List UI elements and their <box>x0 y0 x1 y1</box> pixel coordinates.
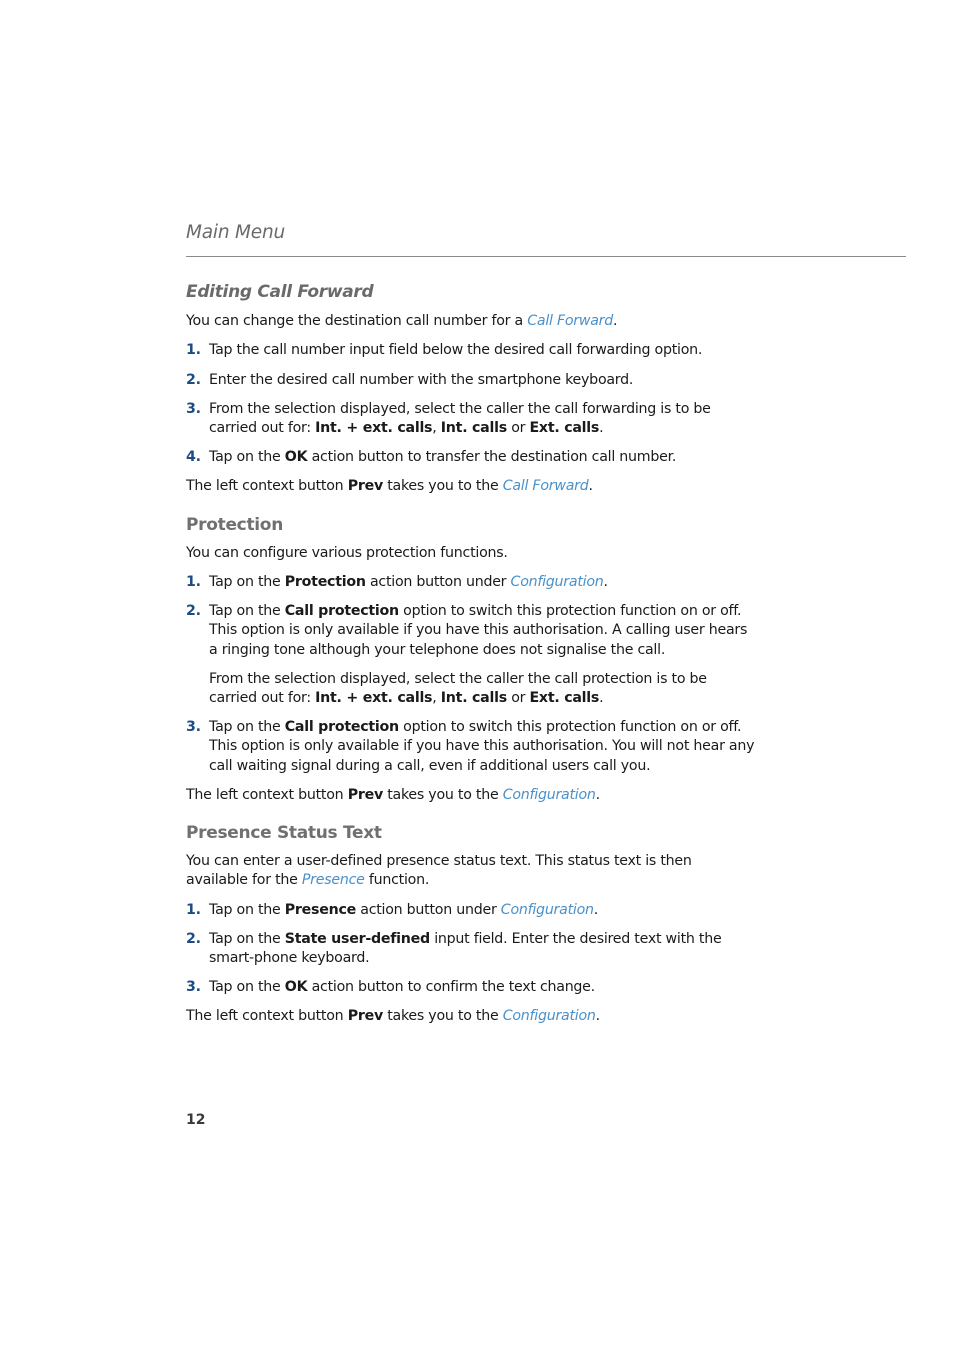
option-label: Call protection <box>284 719 399 736</box>
list-item <box>186 371 756 390</box>
link-call-forward[interactable]: Call Forward <box>527 313 614 330</box>
button-label: Presence <box>284 901 356 918</box>
section2-intro: You can configure various protection functions. <box>186 544 508 561</box>
text: . <box>613 313 618 330</box>
page-content <box>186 283 756 1027</box>
section-title-presence-status-text: Presence Status Text <box>186 823 382 844</box>
step-subparagraph <box>209 670 756 708</box>
text: takes you to the <box>382 786 503 803</box>
step-text: Enter the desired call number with the smartphone keyboard. <box>209 371 634 388</box>
list-item <box>186 901 756 920</box>
text: or <box>506 690 530 707</box>
text: action button to confirm the text change. <box>307 979 595 996</box>
list-item <box>186 573 756 592</box>
chapter-title: Main Menu <box>186 222 286 243</box>
button-label: OK <box>284 449 308 466</box>
option-label: Int. + ext. calls <box>315 690 433 707</box>
text: action button under <box>355 901 501 918</box>
list-item <box>186 978 756 997</box>
button-label: Protection <box>284 574 366 591</box>
option-label: Int. calls <box>440 420 507 437</box>
text: The left context button <box>186 478 348 495</box>
step-number: 3. <box>186 719 201 736</box>
step-number: 3. <box>186 979 201 996</box>
text: The left context button <box>186 786 348 803</box>
option-label: Ext. calls <box>529 420 600 437</box>
text: . <box>603 574 608 591</box>
step-text: Tap the call number input field below the desired call forwarding option. <box>209 342 703 359</box>
link-configuration[interactable]: Configuration <box>502 1008 596 1025</box>
link-configuration[interactable]: Configuration <box>502 786 596 803</box>
text: action button under <box>365 574 511 591</box>
text: takes you to the <box>382 478 503 495</box>
text: The left context button <box>186 1008 348 1025</box>
step-number: 1. <box>186 342 201 359</box>
text: . <box>595 1008 600 1025</box>
link-configuration[interactable]: Configuration <box>500 901 594 918</box>
text: , <box>432 420 441 437</box>
list-item <box>186 930 756 968</box>
text: From the selection displayed, select the caller the call protection is to be carried out for: <box>209 670 707 707</box>
step-text: Tap on the <box>209 574 285 591</box>
text: option to switch this protection function on or off. This option is only available if you have this authorisation. You will not hear any call waiting signal during a call, even if additional users call you. <box>209 719 755 774</box>
text: You can change the destination call number for a <box>186 313 528 330</box>
text: or <box>506 420 530 437</box>
step-number: 1. <box>186 574 201 591</box>
list-item <box>186 718 756 776</box>
text: function. <box>364 872 430 889</box>
field-label: State user-defined <box>284 930 430 947</box>
section2-outro <box>186 786 756 805</box>
button-label: Prev <box>347 786 383 803</box>
text: input field. Enter the desired text with the smart-phone keyboard. <box>209 930 722 967</box>
button-label: Prev <box>347 1008 383 1025</box>
text: . <box>599 690 604 707</box>
step-text: Tap on the <box>209 979 285 996</box>
step-text: From the selection displayed, select the caller the call forwarding is to be carried out for: <box>209 400 711 437</box>
step-number: 3. <box>186 400 201 417</box>
text: You can enter a user-defined presence status text. This status text is then available for the <box>186 853 692 889</box>
list-item <box>186 400 756 438</box>
link-call-forward[interactable]: Call Forward <box>502 478 589 495</box>
link-configuration[interactable]: Configuration <box>510 574 604 591</box>
button-label: OK <box>284 979 308 996</box>
text: action button to transfer the destination call number. <box>307 449 677 466</box>
list-item <box>186 341 756 360</box>
section3-outro <box>186 1007 756 1026</box>
section1-intro <box>186 312 756 331</box>
text: takes you to the <box>382 1008 503 1025</box>
list-item <box>186 448 756 467</box>
text: option to switch this protection function on or off. This option is only available if you have this authorisation. A calling user hears a ringing tone although your telephone does not signalise the call. <box>209 603 748 658</box>
text: . <box>595 786 600 803</box>
button-label: Prev <box>347 478 383 495</box>
step-number: 2. <box>186 930 201 947</box>
option-label: Ext. calls <box>529 690 600 707</box>
text: . <box>588 478 593 495</box>
step-text: Tap on the <box>209 719 285 736</box>
section-title-protection: Protection <box>186 514 283 535</box>
section-title-editing-call-forward: Editing Call Forward <box>186 282 374 302</box>
step-text: Tap on the <box>209 449 285 466</box>
option-label: Int. calls <box>440 690 507 707</box>
link-presence[interactable]: Presence <box>301 872 365 889</box>
option-label: Call protection <box>284 603 399 620</box>
step-text: Tap on the <box>209 603 285 620</box>
text: . <box>599 420 604 437</box>
step-text: Tap on the <box>209 901 285 918</box>
option-label: Int. + ext. calls <box>315 420 433 437</box>
step-number: 1. <box>186 901 201 918</box>
page-number: 12 <box>186 1112 206 1128</box>
header-rule <box>186 256 906 257</box>
text: , <box>432 690 441 707</box>
section3-intro <box>186 852 756 890</box>
step-text: Tap on the <box>209 930 285 947</box>
step-number: 2. <box>186 603 201 620</box>
list-item <box>186 602 756 708</box>
section1-outro <box>186 477 756 496</box>
step-number: 2. <box>186 371 201 388</box>
step-number: 4. <box>186 449 201 466</box>
text: . <box>593 901 599 918</box>
